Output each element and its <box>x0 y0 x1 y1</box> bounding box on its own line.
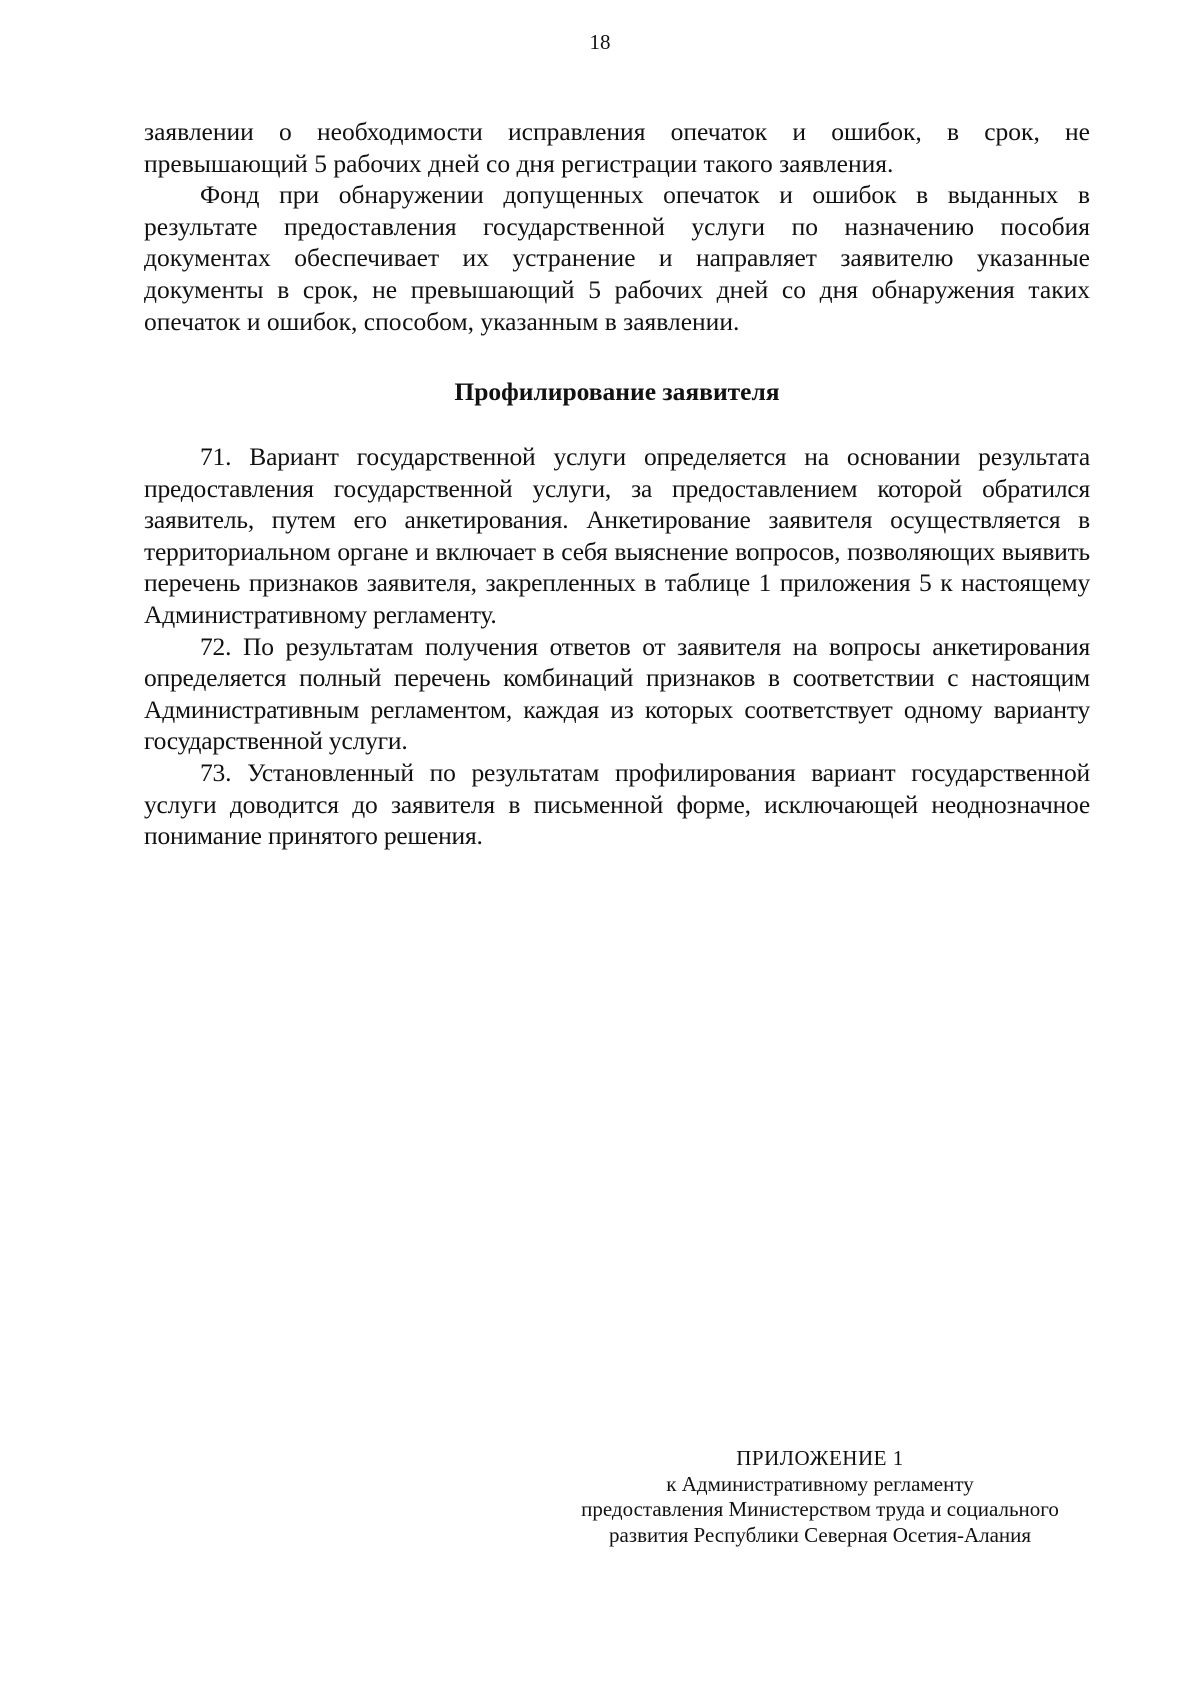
paragraph: заявлении о необходимости исправления опечаток и ошибок, в срок, не превышающий 5 рабочих дней со дня регистрации такого заявления. <box>144 117 1090 178</box>
appendix-block <box>540 1446 1100 1548</box>
page-number: 18 <box>589 30 611 54</box>
paragraph-73: 73. Установленный по результатам профилирования вариант государственной услуги доводится до заявителя в письменной форме, исключающей неоднозначное понимание принятого решения. <box>144 757 1090 851</box>
paragraph-71: 71. Вариант государственной услуги определяется на основании результата предоставления государственной услуги, за предоставлением которой обратился заявитель, путем его анкетирования. Анкетирование заявителя осуществляется в территориальном органе и включает в себя выяснение вопросов, позволяющих выявить перечень признаков заявителя, закрепленных в таблице 1 приложения 5 к настоящему Административному регламенту. <box>144 442 1090 629</box>
paragraph-72: 72. По результатам получения ответов от заявителя на вопросы анкетирования определяется полный перечень комбинаций признаков в соответствии с настоящим Административным регламентом, каждая из которых соответствует одному варианту государственной услуги. <box>144 631 1090 756</box>
appendix-line: развития Республики Северная Осетия-Алания <box>608 1522 1032 1547</box>
appendix-title: ПРИЛОЖЕНИЕ 1 <box>736 1446 904 1470</box>
appendix-line: к Административному регламенту <box>666 1471 974 1496</box>
section-body <box>144 441 1090 852</box>
appendix-line: предоставления Министерством труда и социального <box>581 1497 1059 1521</box>
continuation-text <box>144 116 1090 337</box>
section-heading: Профилирование заявителя <box>454 377 780 406</box>
paragraph: Фонд при обнаружении допущенных опечаток и ошибок в выданных в результате предоставления государственной услуги по назначению пособия документах обеспечивает их устранение и направляет заявителю указанные документы в срок, не превышающий 5 рабочих дней со дня обнаружения таких опечаток и ошибок, способом, указанным в заявлении. <box>144 180 1090 336</box>
